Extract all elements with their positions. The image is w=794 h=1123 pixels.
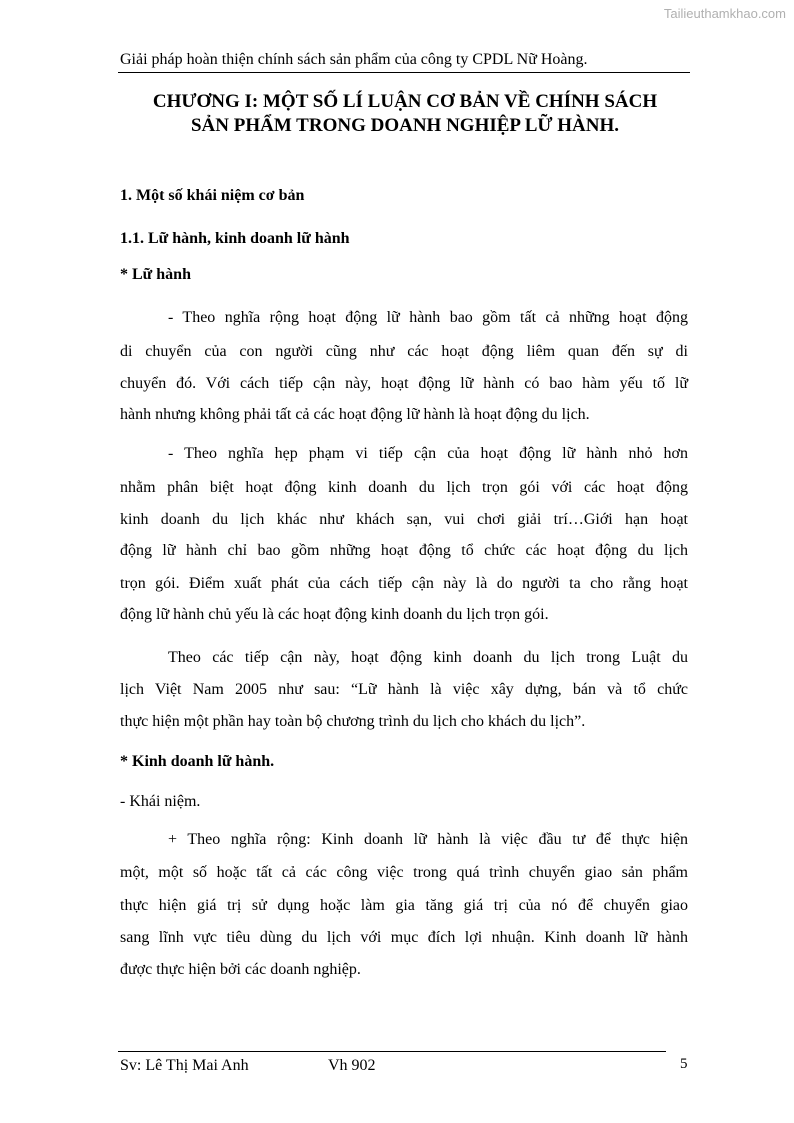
paragraph-line: Theo các tiếp cận này, hoạt động kinh doanh du lịch trong Luật du — [168, 649, 688, 666]
paragraph-line: sang lĩnh vực tiêu dùng du lịch với mục đích lợi nhuận. Kinh doanh lữ hành — [120, 929, 688, 946]
subheading-lu-hanh: * Lữ hành — [120, 266, 191, 283]
footer-rule — [118, 1051, 666, 1052]
paragraph-line: trọn gói. Điểm xuất phát của cách tiếp cận này là do người ta cho rằng hoạt — [120, 575, 688, 592]
chapter-title — [110, 90, 700, 138]
subheading-kinh-doanh: * Kinh doanh lữ hành. — [120, 753, 275, 770]
paragraph-line: - Theo nghĩa rộng hoạt động lữ hành bao gồm tất cả những hoạt động — [168, 309, 688, 326]
paragraph-line: + Theo nghĩa rộng: Kinh doanh lữ hành là việc đầu tư để thực hiện — [168, 831, 688, 848]
paragraph-line: kinh doanh du lịch khác như khách sạn, vui chơi giải trí…Giới hạn hoạt — [120, 511, 688, 528]
paragraph-line: thực hiện một phần hay toàn bộ chương trình du lịch cho khách du lịch”. — [120, 713, 586, 730]
paragraph-line: - Theo nghĩa hẹp phạm vi tiếp cận của hoạt động lữ hành nhỏ hơn — [168, 445, 688, 462]
footer — [120, 1056, 376, 1076]
paragraph-line: động lữ hành chỉ bao gồm những hoạt động tổ chức các hoạt động du lịch — [120, 542, 688, 559]
paragraph-line: hành nhưng không phải tất cả các hoạt động lữ hành là hoạt động du lịch. — [120, 406, 590, 423]
page-number: 5 — [680, 1056, 688, 1072]
chapter-title-line-1: CHƯƠNG I: MỘT SỐ LÍ LUẬN CƠ BẢN VỀ CHÍNH SÁCH — [152, 91, 658, 112]
definition-label: - Khái niệm. — [120, 793, 201, 810]
paragraph-line: được thực hiện bởi các doanh nghiệp. — [120, 961, 361, 978]
paragraph-line: nhằm phân biệt hoạt động kinh doanh du lịch trọn gói với các hoạt động — [120, 479, 688, 496]
footer-class-code: Vh 902 — [328, 1057, 376, 1074]
section-heading-1-1: 1.1. Lữ hành, kinh doanh lữ hành — [120, 230, 350, 247]
section-heading-1: 1. Một số khái niệm cơ bản — [120, 187, 305, 204]
paragraph-line: lịch Việt Nam 2005 như sau: “Lữ hành là việc xây dựng, bán và tổ chức — [120, 681, 688, 698]
footer-student: Sv: Lê Thị Mai Anh — [120, 1057, 249, 1074]
paragraph-line: động lữ hành chủ yếu là các hoạt động kinh doanh du lịch trọn gói. — [120, 606, 549, 623]
paragraph-line: di chuyển của con người cũng như các hoạt động liêm quan đến sự di — [120, 343, 688, 360]
paragraph-line: thực hiện giá trị sử dụng hoặc làm gia tăng giá trị của nó để chuyển giao — [120, 897, 688, 914]
running-header: Giải pháp hoàn thiện chính sách sản phẩm của công ty CPDL Nữ Hoàng. — [120, 51, 588, 68]
chapter-title-line-2: SẢN PHẨM TRONG DOANH NGHIỆP LỮ HÀNH. — [190, 115, 620, 136]
paragraph-line: chuyển đó. Với cách tiếp cận này, hoạt động lữ hành có bao hàm yếu tố lữ — [120, 375, 688, 392]
header-rule — [118, 72, 690, 73]
watermark: Tailieuthamkhao.com — [663, 6, 786, 21]
paragraph-line: một, một số hoặc tất cả các công việc trong quá trình chuyển giao sản phẩm — [120, 864, 688, 881]
